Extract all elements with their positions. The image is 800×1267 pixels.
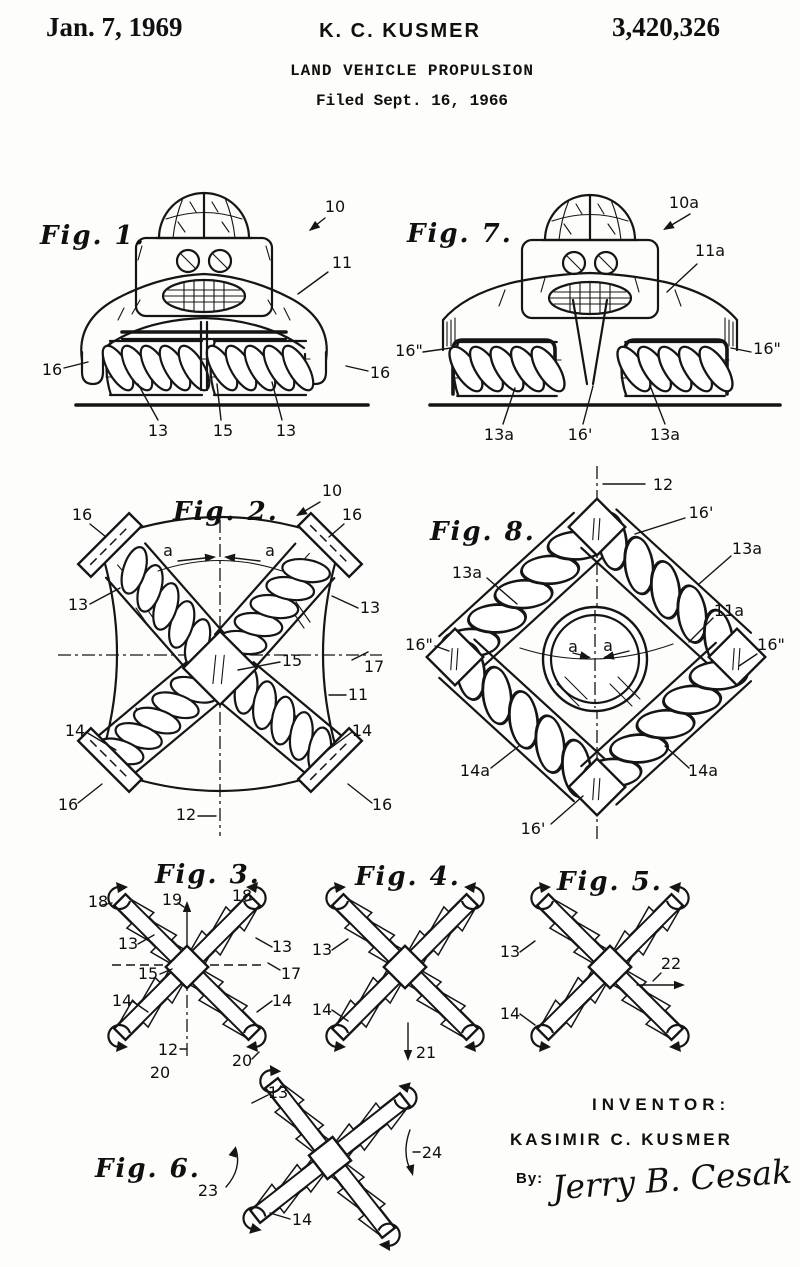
fig3-ref-18-right: 18: [231, 886, 253, 905]
fig6-drawing: [80, 1072, 470, 1267]
fig2-ref-11: 11: [347, 685, 369, 704]
fig2-drawing: [40, 458, 393, 843]
fig2-ref-17: 17: [363, 657, 385, 676]
fig1-label: Fig. 1.: [40, 221, 146, 251]
fig5-ref-14: 14: [499, 1004, 521, 1023]
fig6-ref-13: 13: [267, 1083, 289, 1102]
fig2-ref-a-right: a: [265, 541, 275, 560]
fig7-ref-13a-left: 13a: [483, 425, 515, 444]
fig1-ref-11: 11: [331, 253, 353, 272]
fig8-label: Fig. 8.: [430, 517, 536, 547]
fig7-label: Fig. 7.: [407, 219, 513, 249]
patent-title: LAND VEHICLE PROPULSION: [290, 62, 534, 80]
fig3-ref-20-right: 20: [231, 1051, 253, 1070]
fig7-drawing: [395, 172, 795, 447]
fig2-ref-16-tr: 16: [341, 505, 363, 524]
fig3-ref-20-left: 20: [149, 1063, 171, 1082]
fig6-schematic: [226, 1064, 418, 1252]
fig2-ref-13-right: 13: [359, 598, 381, 617]
fig2-ref-12: 12: [175, 805, 197, 824]
fig2-ref-15: 15: [281, 651, 303, 670]
fig8-ref-12: 12: [652, 475, 674, 494]
fig1-drawing: [20, 172, 392, 444]
fig8-ref-16p-top: 16': [688, 503, 714, 522]
fig5-drawing: [485, 845, 730, 1080]
fig1-ref-16-left: 16: [41, 360, 63, 379]
inventor-name: KASIMIR C. KUSMER: [510, 1130, 733, 1149]
fig7-ref-16p: 16': [567, 425, 593, 444]
fig4-schematic: [326, 882, 483, 1061]
fig3-ref-19: 19: [161, 890, 183, 909]
fig3-ref-17: 17: [280, 964, 302, 983]
fig2-vehicle-top-view: [58, 513, 385, 836]
fig6-ref-24: 24: [421, 1143, 443, 1162]
inventor-heading: INVENTOR:: [592, 1095, 731, 1114]
fig1-ref-16-right: 16: [369, 363, 391, 382]
fig1-ref-13-left: 13: [147, 421, 169, 440]
fig4-ref-21: 21: [415, 1043, 437, 1062]
fig8-ref-16p-bottom: 16': [520, 819, 546, 838]
fig3-ref-14-right: 14: [271, 991, 293, 1010]
fig2-ref-10: 10: [321, 481, 343, 500]
fig1-ref-15: 15: [212, 421, 234, 440]
by-label: By:: [516, 1170, 544, 1187]
fig2-ref-16-bl: 16: [57, 795, 79, 814]
fig2-ref-14-right: 14: [351, 721, 373, 740]
fig7-ref-11a: 11a: [694, 241, 726, 260]
fig7-ref-16dd-left: 16": [395, 341, 423, 360]
fig3-ref-15: 15: [137, 964, 159, 983]
fig2-ref-14-left: 14: [64, 721, 86, 740]
fig5-ref-22: 22: [660, 954, 682, 973]
attorney-signature: Jerry B. Cesak: [550, 1151, 794, 1208]
fig5-label: Fig. 5.: [557, 867, 663, 897]
fig1-ref-13-right: 13: [275, 421, 297, 440]
fig6-ref-14: 14: [291, 1210, 313, 1229]
fig3-schematic: [108, 882, 266, 1057]
fig8-ref-a-left: a: [568, 637, 578, 656]
fig8-ref-14a-right: 14a: [687, 761, 719, 780]
fig8-ref-a-right: a: [603, 636, 613, 655]
fig8-ref-11a: 11a: [713, 601, 745, 620]
patent-number: 3,420,326: [612, 12, 720, 42]
fig7-ref-10a: 10a: [668, 193, 700, 212]
fig2-ref-13-left: 13: [67, 595, 89, 614]
fig8-ref-13a-left: 13a: [451, 563, 483, 582]
fig2-ref-a-left: a: [163, 541, 173, 560]
fig4-ref-13: 13: [311, 940, 333, 959]
fig3-ref-18-left: 18: [87, 892, 109, 911]
fig8-ref-16dd-left: 16": [405, 635, 433, 654]
issue-date: Jan. 7, 1969: [46, 12, 183, 42]
fig3-ref-13-right: 13: [271, 937, 293, 956]
fig1-ref-10: 10: [324, 197, 346, 216]
fig3-drawing: [70, 845, 315, 1090]
fig8-ref-13a-right: 13a: [731, 539, 763, 558]
fig4-ref-14: 14: [311, 1000, 333, 1019]
fig7-ref-16dd-right: 16": [753, 339, 781, 358]
fig3-label: Fig. 3.: [155, 860, 261, 890]
fig4-label: Fig. 4.: [355, 862, 461, 892]
filed-date: Filed Sept. 16, 1966: [315, 92, 509, 110]
fig5-ref-13: 13: [499, 942, 521, 961]
fig8-ref-14a-left: 14a: [459, 761, 491, 780]
fig3-ref-14-left: 14: [111, 991, 133, 1010]
fig2-label: Fig. 2.: [173, 497, 279, 527]
fig8-drawing: [405, 452, 800, 847]
fig7-ref-13a-right: 13a: [649, 425, 681, 444]
fig8-ref-16dd-right: 16": [757, 635, 785, 654]
inventor-initials-name: K. C. KUSMER: [319, 20, 481, 42]
fig3-ref-13-left: 13: [117, 934, 139, 953]
fig2-ref-16-br: 16: [371, 795, 393, 814]
fig3-ref-12: 12: [157, 1040, 179, 1059]
fig6-ref-23: 23: [197, 1181, 219, 1200]
fig6-label: Fig. 6.: [95, 1154, 201, 1184]
fig2-ref-16-tl: 16: [71, 505, 93, 524]
